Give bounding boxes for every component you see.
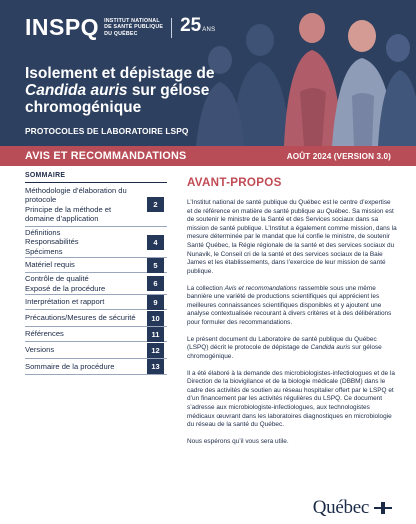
category-label: AVIS ET RECOMMANDATIONS: [25, 150, 187, 162]
table-of-contents: [25, 172, 167, 375]
foreword-paragraph-1: L’Institut national de santé publique du Québec est le centre d’expertise et de référence en matière de santé publique au Québec. Sa mission est de soutenir le ministre de la Santé et des Services sociaux dans sa mission de santé publique. L’Institut a également comme mission, dans la mesure déterminée par le mandat que lui confie le ministre, de soutenir Santé Québec, la Régie régionale de la santé et des services sociaux du Nunavik, le Conseil cri de la santé et des services sociaux de la Baie James et les établissements, dans l’exercice de leur mission de santé publique.: [187, 199, 397, 275]
inspq-wordmark: INSPQ: [25, 14, 100, 40]
toc-item[interactable]: [25, 310, 167, 327]
foreword-paragraph-3: [187, 336, 397, 362]
toc-item[interactable]: [25, 183, 167, 227]
title-part-1: Isolement et dépistage de: [25, 65, 215, 82]
toc-item-label: Définitions Responsabilités Spécimens: [25, 228, 79, 256]
toc-item[interactable]: [25, 273, 167, 295]
toc-heading: SOMMAIRE: [25, 172, 167, 183]
foreword-heading: AVANT-PROPOS: [187, 176, 282, 189]
toc-item-label: Interprétation et rapport: [25, 297, 105, 307]
document-subtitle: PROTOCOLES DE LABORATOIRE LSPQ: [25, 126, 189, 136]
p2-text-b: rassemble sous une même bannière une variété de productions scientifiques qui apprécient les meilleures connaissances scientifiques disponibles et y ajoutent une analyse contextualisée recourant à divers critères et à des délibérations pour formuler des recommandations.: [187, 284, 392, 326]
toc-page-number: 11: [147, 327, 164, 342]
anniversary-badge: [180, 16, 215, 36]
toc-page-number: 5: [147, 258, 164, 273]
fleurdelise-flag-icon: [374, 502, 392, 514]
logo-divider: [171, 18, 172, 38]
foreword-paragraph-4: Il a été élaboré à la demande des microbiologistes-infectiologues et de la Direction de la biovigilance et de la biologie médicale (DBBM) dans le cadre des activités de soutien au réseau hospitalier offert par le LSPQ et d’un financement par les activités régulières du LSPQ. Ce document s’adresse aux microbiologiste-infectiologues, aux technologistes médicaux œuvrant dans les laboratoires diagnostiques en microbiologie du réseau de la santé du Québec.: [187, 369, 395, 429]
toc-page-number: 4: [147, 235, 164, 250]
toc-item-label: Contrôle de qualité Exposé de la procédure: [25, 274, 106, 293]
title-italic: Candida auris: [25, 82, 128, 99]
toc-page-number: 6: [147, 276, 164, 291]
toc-list: [25, 183, 167, 375]
inspq-logo: [25, 16, 216, 39]
anniversary-number: 25: [180, 15, 202, 36]
quebec-wordmark: Québec: [312, 497, 369, 518]
toc-item-label: Sommaire de la procédure: [25, 361, 115, 371]
toc-item[interactable]: [25, 227, 167, 258]
toc-item[interactable]: [25, 295, 167, 310]
p3-text-b: sur gélose chromogénique.: [187, 344, 382, 360]
foreword-paragraph-2: [187, 285, 397, 328]
quebec-logo: [313, 497, 392, 519]
foreword-paragraph-5: Nous espérons qu’il vous sera utile.: [187, 438, 289, 445]
document-title: [25, 65, 245, 116]
toc-item-label: Références: [25, 329, 64, 339]
toc-page-number: 9: [147, 295, 164, 310]
publication-date: AOÛT 2024 (VERSION 3.0): [286, 151, 391, 161]
p2-italic: Avis et recommandations: [224, 284, 297, 292]
toc-item-label: Précautions/Mesures de sécurité: [25, 313, 136, 323]
p3-text-a: Le présent document du Laboratoire de santé publique du Québec (LSPQ) décrit le protocole de dépistage de: [187, 335, 377, 352]
cover-header: [0, 0, 416, 146]
toc-page-number: 10: [147, 311, 164, 326]
toc-item-label: Versions: [25, 345, 55, 355]
toc-item[interactable]: [25, 359, 167, 375]
p2-text-a: La collection: [187, 284, 225, 292]
toc-item[interactable]: [25, 342, 167, 359]
toc-page-number: 2: [147, 197, 164, 212]
p3-italic: Candida auris: [310, 344, 351, 352]
anniversary-text: ANS: [202, 27, 216, 33]
toc-page-number: 12: [147, 343, 164, 358]
title-part-2: sur gélose chromogénique: [25, 82, 210, 116]
inspq-fullname: INSTITUT NATIONAL DE SANTÉ PUBLIQUE DU QUÉBEC: [104, 18, 164, 37]
toc-item-label: Matériel requis: [25, 260, 75, 270]
category-band: [0, 146, 416, 166]
toc-item[interactable]: [25, 258, 167, 273]
toc-item[interactable]: [25, 327, 167, 342]
foreword-body: [187, 199, 397, 455]
toc-item-label: Méthodologie d’élaboration du protocole Principe de la méthode et domaine d’application: [25, 186, 127, 223]
toc-page-number: 13: [147, 359, 164, 374]
